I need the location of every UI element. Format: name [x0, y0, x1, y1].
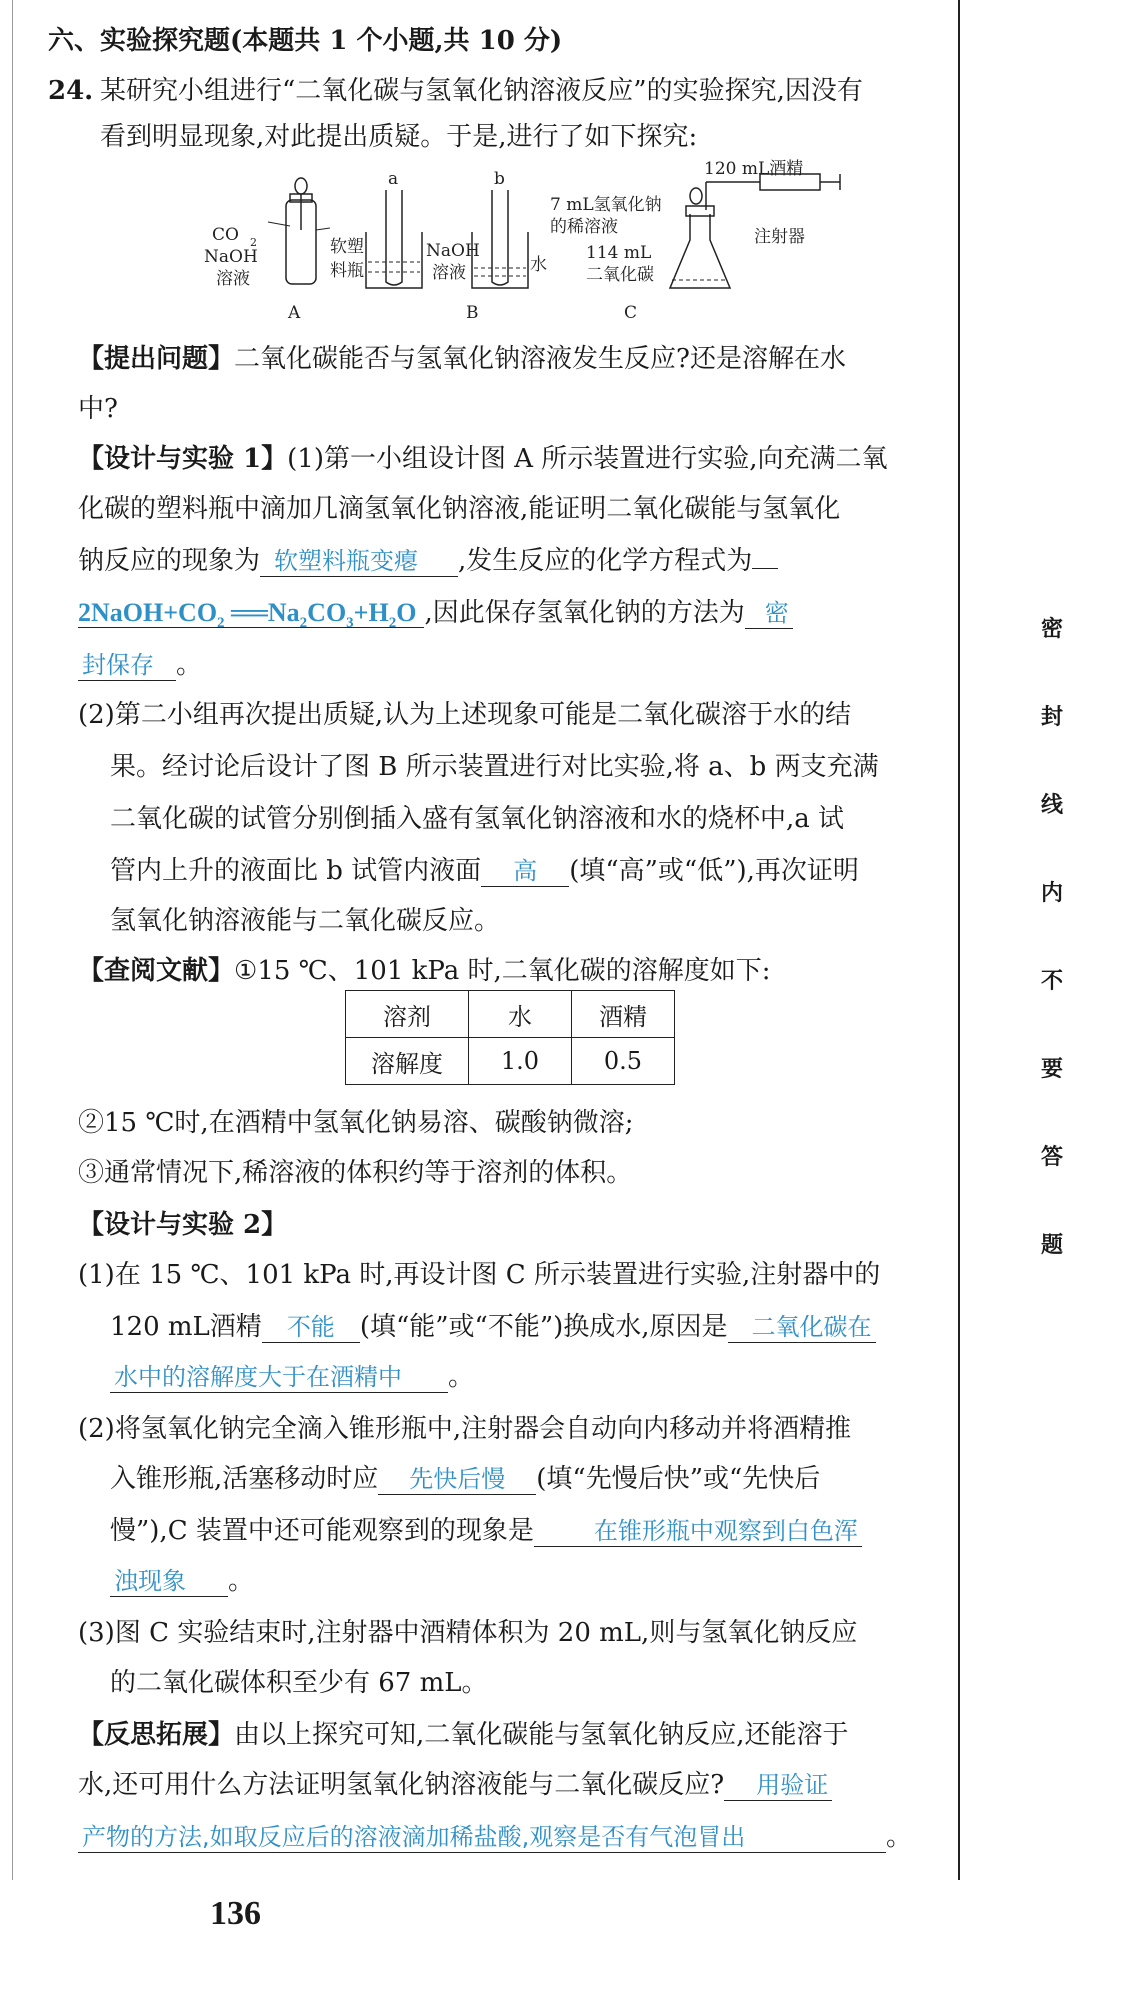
design2-q2-line2	[110, 1460, 820, 1498]
fig-a-naoh-label: NaOH	[204, 247, 258, 267]
design2-q2-text-2b: (填“先慢后快”或“先快后	[536, 1464, 821, 1494]
fig-c-alcohol-label: 120 mL酒精	[704, 159, 804, 179]
design1-text-3a: 钠反应的现象为	[78, 546, 261, 576]
design1-line2: 化碳的塑料瓶中滴加几滴氢氧化钠溶液,能证明二氧化碳能与氢氧化	[78, 494, 841, 524]
literature-item1: ①15 ℃、101 kPa 时,二氧化碳的溶解度如下:	[234, 956, 771, 986]
eq-part-a: 2NaOH+CO	[78, 598, 218, 627]
page-number: 136	[210, 1895, 261, 1932]
design1-line5	[78, 646, 202, 684]
reflection-line3	[78, 1818, 912, 1856]
design2-q2-line4	[110, 1562, 254, 1600]
section-header: 六、实验探究题(本题共 1 个小题,共 10 分)	[48, 26, 563, 56]
answer-storage-part2: 封保存	[78, 650, 176, 681]
answer-reason-part1: 二氧化碳在	[728, 1312, 876, 1343]
seal-char: 密	[1040, 617, 1063, 642]
reflection-text-2a: 水,还可用什么方法证明氢氧化钠溶液能与二氧化碳反应?	[78, 1770, 725, 1800]
design2-q2-end: 。	[228, 1566, 255, 1596]
apparatus-figure	[150, 159, 950, 330]
table-row-label: 溶解度	[346, 1038, 469, 1085]
figure-b-beaker-a	[366, 169, 480, 323]
fig-a-caption: A	[288, 303, 301, 323]
fig-c-naoh-label-1: 7 mL氢氧化钠	[550, 195, 662, 215]
reflection-tag: 【反思拓展】	[78, 1720, 235, 1750]
seal-char: 不	[1040, 969, 1063, 994]
design1-end: 。	[176, 650, 203, 680]
table-cell: 1.0	[469, 1038, 572, 1085]
reflection-end: 。	[886, 1822, 913, 1852]
question-intro-line1: 某研究小组进行“二氧化碳与氢氧化钠溶液反应”的实验探究,因没有	[100, 76, 863, 106]
design1-line4	[78, 594, 793, 642]
reflection-line1	[78, 1716, 849, 1754]
table-header-cell: 酒精	[572, 991, 675, 1038]
answer-equation	[78, 598, 424, 632]
fig-b-water-label: 水	[530, 255, 547, 275]
design1-line3	[78, 542, 778, 580]
eq-part-b: ══Na	[224, 598, 300, 627]
design2-q2-line1: (2)将氢氧化钠完全滴入锥形瓶中,注射器会自动向内移动并将酒精推	[78, 1414, 852, 1444]
problem-line2: 中?	[78, 394, 118, 424]
problem-text-1: 二氧化碳能否与氢氧化钠溶液发生反应?还是溶解在水	[234, 344, 846, 374]
fig-c-co2-label-1: 114 mL	[586, 243, 652, 263]
reflection-text-1: 由以上探究可知,二氧化碳能与氢氧化钠反应,还能溶于	[234, 1720, 849, 1750]
binding-line-right	[958, 0, 960, 1880]
design2-q2-text-3a: 慢”),C 装置中还可能观察到的现象是	[110, 1516, 534, 1546]
eq-part-c: CO	[307, 598, 347, 627]
question-number: 24.	[48, 76, 94, 106]
question-intro-line2: 看到明显现象,对此提出质疑。于是,进行了如下探究:	[100, 122, 698, 152]
answer-level: 高	[481, 856, 569, 887]
design1-text-3b: ,发生反应的化学方程式为	[458, 546, 753, 576]
fig-a-soft-label-1: 软塑	[330, 237, 364, 257]
design1-q2-line5: 氢氧化钠溶液能与二氧化碳反应。	[110, 906, 501, 936]
design1-q2-line1: (2)第二小组再次提出质疑,认为上述现象可能是二氧化碳溶于水的结	[78, 700, 852, 730]
design1-text-1: (1)第一小组设计图 A 所示装置进行实验,向充满二氧	[287, 444, 888, 474]
design1-q2-text-4a: 管内上升的液面比 b 试管内液面	[110, 856, 482, 886]
answer-phenomenon: 软塑料瓶变瘪	[260, 546, 458, 577]
seal-char: 题	[1040, 1233, 1063, 1258]
fig-b-naoh-label: NaOH	[426, 241, 480, 261]
figure-c-flask	[550, 159, 840, 323]
table-row	[346, 1038, 675, 1085]
eq-part-e: O	[396, 598, 417, 627]
seal-char: 答	[1040, 1145, 1063, 1170]
seal-char: 线	[1040, 793, 1063, 818]
design2-q1-line2	[110, 1308, 876, 1346]
fig-a-co2-sub: 2	[250, 236, 257, 249]
reflection-line2	[78, 1766, 832, 1804]
fig-c-co2-label-2: 二氧化碳	[586, 265, 654, 285]
fig-a-solution-label: 溶液	[216, 269, 250, 289]
eq-part-d: +H	[353, 598, 389, 627]
figure-a-bottle	[204, 178, 364, 323]
solubility-table	[345, 990, 675, 1085]
fig-c-naoh-label-2: 的稀溶液	[550, 217, 618, 237]
table-header-cell: 水	[469, 991, 572, 1038]
design2-q3-line1: (3)图 C 实验结束时,注射器中酒精体积为 20 mL,则与氢氧化钠反应	[78, 1618, 858, 1648]
design2-q1-text-2b: (填“能”或“不能”)换成水,原因是	[359, 1312, 728, 1342]
answer-storage-part1: 密	[745, 598, 793, 629]
design1-q2-line4	[110, 852, 859, 890]
seal-char: 内	[1040, 881, 1063, 906]
answer-phenomenon-c-part2: 浊现象	[110, 1566, 228, 1597]
design2-q2-text-2a: 入锥形瓶,活塞移动时应	[110, 1464, 379, 1494]
design2-q1-end: 。	[448, 1362, 475, 1392]
seal-char: 要	[1040, 1057, 1063, 1082]
fig-a-co2-label: CO	[212, 225, 239, 245]
design1-q2-text-4b: (填“高”或“低”),再次证明	[569, 856, 859, 886]
design2-q1-line1: (1)在 15 ℃、101 kPa 时,再设计图 C 所示装置进行实验,注射器中的	[78, 1260, 881, 1290]
fig-b-solution-label: 溶液	[432, 263, 466, 283]
problem-tag: 【提出问题】	[78, 344, 235, 374]
design2-q2-line3	[110, 1512, 862, 1550]
eq-sub-4: 2	[388, 615, 397, 632]
problem-line1	[78, 340, 846, 378]
answer-phenomenon-c-part1: 在锥形瓶中观察到白色浑	[534, 1516, 862, 1547]
design1-tag: 【设计与实验 1】	[78, 444, 288, 474]
table-header-cell: 溶剂	[346, 991, 469, 1038]
blank-equation-start	[752, 568, 778, 569]
answer-piston-speed: 先快后慢	[378, 1464, 536, 1495]
design1-q2-line2: 果。经讨论后设计了图 B 所示装置进行对比实验,将 a、b 两支充满	[110, 752, 879, 782]
eq-sub-2: 2	[299, 615, 308, 632]
literature-item2: ②15 ℃时,在酒精中氢氧化钠易溶、碳酸钠微溶;	[78, 1108, 634, 1138]
answer-replace-water: 不能	[262, 1312, 360, 1343]
design2-q1-line3	[110, 1358, 474, 1396]
fig-a-soft-label-2: 料瓶	[330, 261, 364, 281]
fig-c-caption: C	[624, 303, 638, 323]
figure-b-beaker-b	[472, 169, 547, 288]
fig-b-tube-a-label: a	[388, 169, 399, 189]
literature-line1	[78, 952, 771, 990]
literature-tag: 【查阅文献】	[78, 956, 235, 986]
design1-text-4b: ,因此保存氢氧化钠的方法为	[424, 598, 745, 628]
eq-sub-3: 3	[346, 615, 354, 632]
table-cell: 0.5	[572, 1038, 675, 1085]
table-header-row	[346, 991, 675, 1038]
literature-item3: ③通常情况下,稀溶液的体积约等于溶剂的体积。	[78, 1158, 633, 1188]
design2-q1-text-2a: 120 mL酒精	[110, 1312, 262, 1342]
answer-method-part1: 用验证	[724, 1770, 832, 1801]
design1-line1	[78, 440, 888, 478]
answer-method-part2: 产物的方法,如取反应后的溶液滴加稀盐酸,观察是否有气泡冒出	[78, 1822, 886, 1853]
fig-b-tube-b-label: b	[494, 169, 505, 189]
answer-reason-part2: 水中的溶解度大于在酒精中	[110, 1362, 448, 1393]
design1-q2-line3: 二氧化碳的试管分别倒插入盛有氢氧化钠溶液和水的烧杯中,a 试	[110, 804, 845, 834]
design2-tag: 【设计与实验 2】	[78, 1210, 288, 1240]
fig-c-syringe-label: 注射器	[754, 227, 805, 247]
seal-char: 封	[1040, 705, 1063, 730]
fig-b-caption: B	[466, 303, 479, 323]
design2-q3-line2: 的二氧化碳体积至少有 67 mL。	[110, 1668, 488, 1698]
binding-line-left	[12, 0, 13, 1880]
eq-sub-1: 2	[217, 615, 225, 632]
